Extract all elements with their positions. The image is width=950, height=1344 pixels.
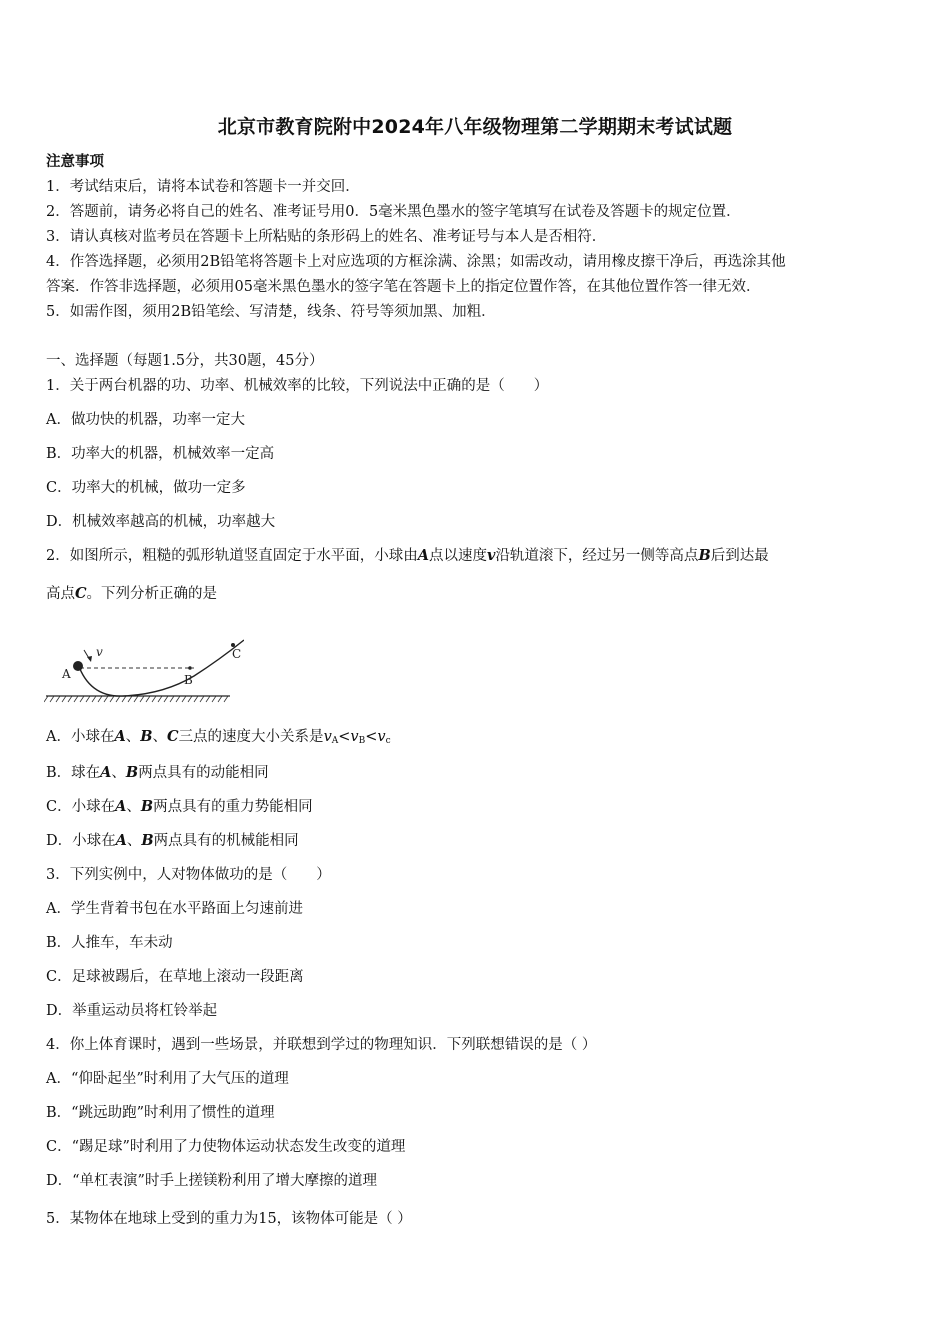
question-4-option-a: A．“仰卧起坐”时利用了大气压的道理 bbox=[46, 1071, 289, 1087]
point-a: A bbox=[114, 728, 126, 745]
question-5-stem: 5．某物体在地球上受到的重力为15，该物体可能是（ ） bbox=[46, 1211, 412, 1227]
question-1-option-c: C．功率大的机械，做功一定多 bbox=[46, 480, 246, 496]
subscript: A bbox=[331, 736, 339, 746]
notice-item: 1．考试结束后，请将本试卷和答题卡一并交回． bbox=[46, 179, 360, 195]
question-2-option-d bbox=[46, 831, 299, 851]
option-text: C．小球在 bbox=[46, 799, 116, 815]
question-2-stem-line2 bbox=[46, 584, 217, 604]
subscript: c bbox=[385, 736, 391, 746]
point-a: A bbox=[115, 798, 127, 815]
question-3-option-d: D．举重运动员将杠铃举起 bbox=[46, 1003, 218, 1019]
option-text: B．球在 bbox=[46, 765, 101, 781]
notice-heading: 注意事项 bbox=[46, 153, 104, 170]
question-4-option-c: C．“踢足球”时利用了力使物体运动状态发生改变的道理 bbox=[46, 1139, 406, 1155]
option-text: D．小球在 bbox=[46, 833, 116, 849]
option-text: 、 bbox=[125, 729, 141, 745]
question-1-option-d: D．机械效率越高的机械，功率越大 bbox=[46, 514, 276, 530]
stem-text: 。下列分析正确的是 bbox=[86, 586, 218, 602]
question-1-stem: 1．关于两台机器的功、功率、机械效率的比较，下列说法中正确的是（ ） bbox=[46, 378, 549, 394]
option-text: 、 bbox=[126, 833, 142, 849]
stem-text: 点以速度 bbox=[429, 548, 487, 564]
point-a: A bbox=[100, 764, 112, 781]
page-title: 北京市教育院附中2024年八年级物理第二学期期末考试试题 bbox=[217, 116, 733, 138]
point-c: C bbox=[75, 585, 87, 602]
point-b-dot bbox=[188, 666, 192, 670]
question-3-option-a: A．学生背着书包在水平路面上匀速前进 bbox=[46, 901, 303, 917]
ball bbox=[73, 661, 83, 671]
question-3-stem: 3．下列实例中，人对物体做功的是（ ） bbox=[46, 867, 331, 883]
option-text: 、 bbox=[152, 729, 168, 745]
figure-label-v: v bbox=[96, 645, 103, 659]
velocity-symbol: v bbox=[487, 547, 496, 564]
velocity-symbol: v bbox=[377, 729, 386, 745]
question-2-option-b bbox=[46, 763, 269, 783]
point-c: C bbox=[167, 728, 179, 745]
stem-text: 后到达最 bbox=[710, 548, 769, 564]
question-2-option-c bbox=[46, 797, 313, 817]
option-text: 、 bbox=[126, 799, 141, 815]
point-b: B bbox=[140, 798, 154, 815]
option-text: 两点具有的动能相同 bbox=[138, 765, 269, 781]
point-a: A bbox=[115, 832, 127, 849]
velocity-arrowhead bbox=[87, 656, 92, 662]
notice-item: 3．请认真核对监考员在答题卡上所粘贴的条形码上的姓名、准考证号与本人是否相符． bbox=[46, 229, 607, 245]
point-b: B bbox=[140, 728, 153, 745]
question-3-option-b: B．人推车，车未动 bbox=[46, 935, 173, 951]
velocity-symbol: v bbox=[350, 729, 359, 745]
question-4-stem: 4．你上体育课时，遇到一些场景，并联想到学过的物理知识．下列联想错误的是（ ） bbox=[46, 1037, 597, 1053]
notice-item: 5．如需作图，须用2B铅笔绘、写清楚，线条、符号等须加黑、加粗． bbox=[46, 304, 496, 320]
figure-label-a: A bbox=[62, 667, 71, 681]
point-a: A bbox=[417, 547, 429, 564]
figure-label-c: C bbox=[232, 647, 242, 661]
question-1-option-b: B．功率大的机器，机械效率一定高 bbox=[46, 446, 275, 462]
option-text: 、 bbox=[111, 765, 126, 781]
question-3-option-c: C．足球被踢后，在草地上滚动一段距离 bbox=[46, 969, 304, 985]
ground-hatch bbox=[44, 696, 228, 702]
stem-text: 高点 bbox=[46, 586, 75, 602]
notice-item: 2．答题前，请务必将自己的姓名、准考证号用0．5毫米黑色墨水的签字笔填写在试卷及答题卡的规定位置． bbox=[46, 204, 741, 220]
stem-text: 沿轨道滚下，经过另一侧等高点 bbox=[495, 548, 699, 564]
stem-text: 2．如图所示，粗糙的弧形轨道竖直固定于水平面，小球由 bbox=[46, 548, 418, 564]
point-b: B bbox=[698, 547, 711, 564]
question-4-option-d: D．“单杠表演”时手上搓镁粉利用了增大摩擦的道理 bbox=[46, 1173, 377, 1189]
figure-label-b: B bbox=[184, 673, 193, 687]
track-diagram bbox=[44, 628, 244, 710]
section-heading: 一、选择题（每题1.5分，共30题，45分） bbox=[46, 353, 324, 369]
less-than: < bbox=[365, 729, 378, 745]
question-1-option-a: A．做功快的机器，功率一定大 bbox=[46, 412, 245, 428]
option-text: 三点的速度大小关系是 bbox=[178, 729, 324, 745]
point-b: B bbox=[125, 764, 139, 781]
option-text: 两点具有的重力势能相同 bbox=[153, 799, 313, 815]
option-text: 两点具有的机械能相同 bbox=[153, 833, 299, 849]
notice-item: 答案．作答非选择题，必须用05毫米黑色墨水的签字笔在答题卡上的指定位置作答，在其他位置作答一律无效． bbox=[46, 279, 761, 295]
notice-item: 4．作答选择题，必须用2B铅笔将答题卡上对应选项的方框涂满、涂黑；如需改动，请用橡皮擦干净后，再选涂其他 bbox=[46, 254, 786, 270]
question-2-option-a bbox=[46, 727, 391, 751]
question-2-stem-line1 bbox=[46, 546, 769, 566]
point-b: B bbox=[141, 832, 154, 849]
velocity-symbol: v bbox=[323, 729, 332, 745]
question-4-option-b: B．“跳远助跑”时利用了惯性的道理 bbox=[46, 1105, 275, 1121]
option-text: A．小球在 bbox=[46, 729, 115, 745]
subscript: B bbox=[358, 736, 366, 746]
less-than: < bbox=[338, 729, 351, 745]
